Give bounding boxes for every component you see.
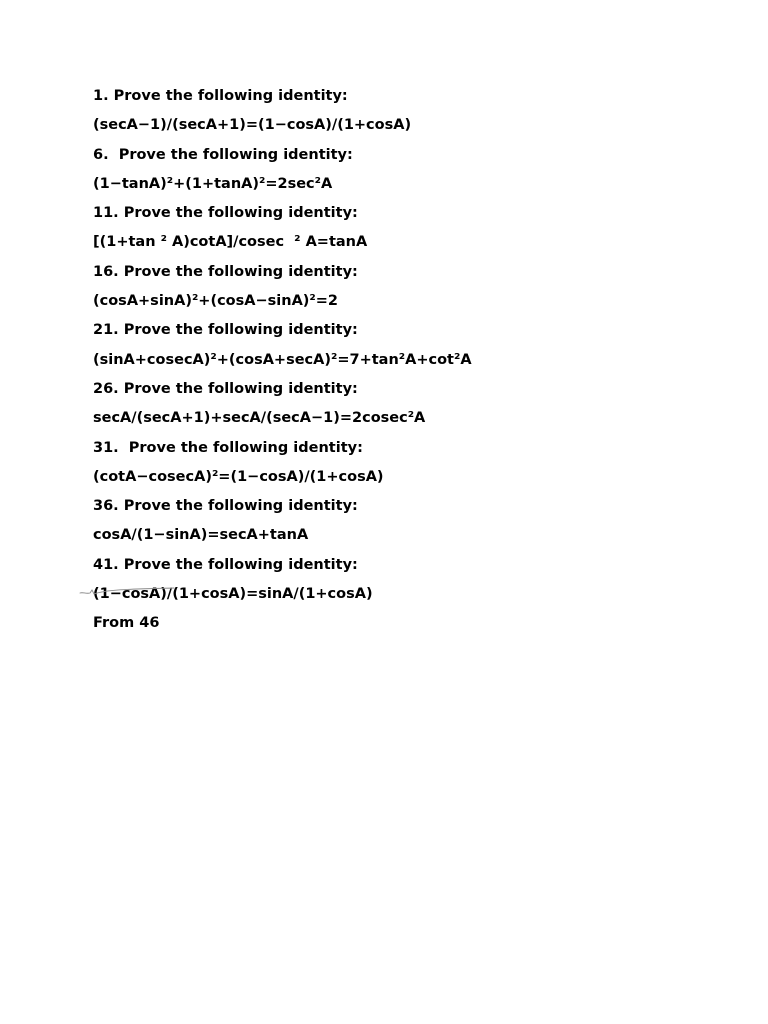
identity-expression: [(1+tan ² A)cotA]/cosec ² A=tanA (93, 234, 368, 251)
identity-list (93, 86, 472, 643)
question-heading: 31. Prove the following identity: (93, 439, 363, 456)
question-heading: 16. Prove the following identity: (93, 263, 358, 280)
identity-expression: (1−cosA)/(1+cosA)=sinA/(1+cosA) (93, 586, 373, 603)
question-heading: 1. Prove the following identity: (93, 88, 348, 104)
identity-expression: (cosA+sinA)²+(cosA−sinA)²=2 (93, 293, 339, 310)
question-heading: 41. Prove the following identity: (93, 556, 358, 573)
question-heading: 26. Prove the following identity: (93, 380, 358, 397)
identity-expression: (cotA−cosecA)²=(1−cosA)/(1+cosA) (93, 468, 384, 485)
identity-expression: (1−tanA)²+(1+tanA)²=2sec²A (93, 175, 333, 192)
question-heading: 21. Prove the following identity: (93, 322, 358, 339)
identity-expression: (sinA+cosecA)²+(cosA+secA)²=7+tan²A+cot²A (93, 351, 472, 368)
question-heading: 11. Prove the following identity: (93, 205, 358, 222)
question-heading: 36. Prove the following identity: (93, 498, 358, 515)
question-heading: 6. Prove the following identity: (93, 146, 353, 163)
identity-expression: secA/(secA+1)+secA/(secA−1)=2cosec²A (93, 410, 426, 427)
identity-expression: (secA−1)/(secA+1)=(1−cosA)/(1+cosA) (93, 117, 412, 134)
source-note: From 46 (93, 615, 160, 632)
identity-expression: cosA/(1−sinA)=secA+tanA (93, 527, 309, 544)
